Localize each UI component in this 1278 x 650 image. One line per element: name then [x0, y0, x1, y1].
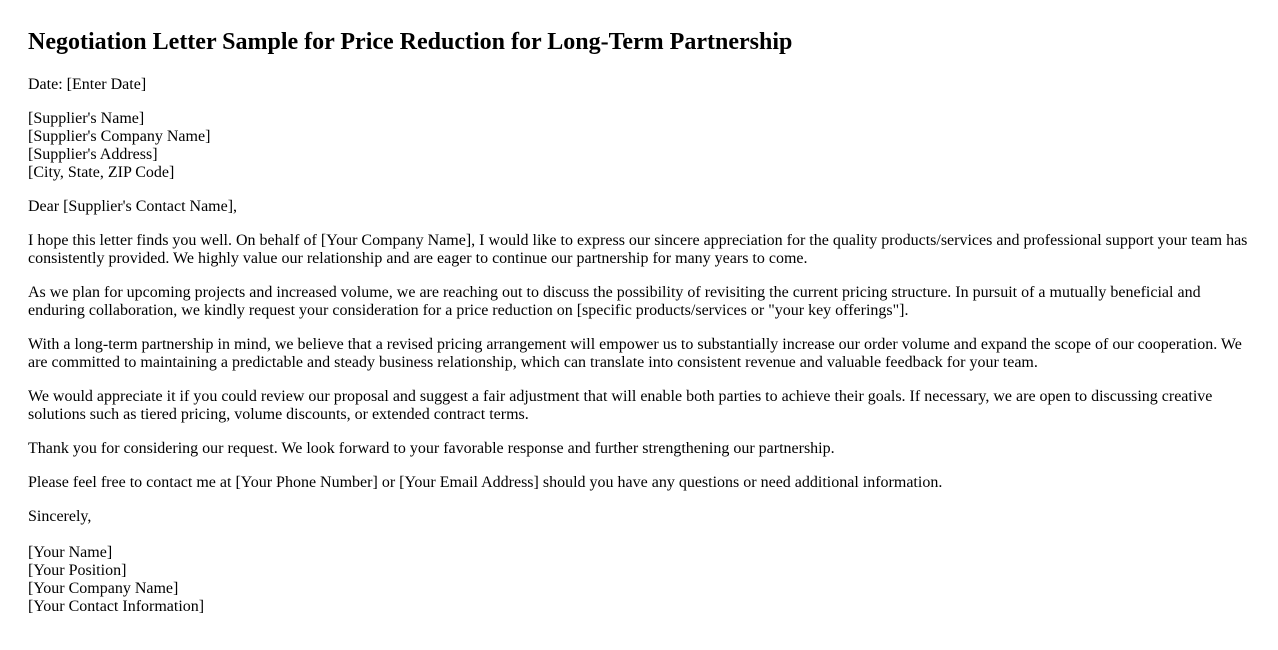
- signature-name: [Your Name]: [28, 544, 113, 561]
- body-paragraph: I hope this letter finds you well. On behalf of [Your Company Name], I would like to express our sincere appreciation for the quality products/services and professional support your team has consistently provided. We highly value our relationship and are eager to continue our partnership for many years to come.: [28, 232, 1248, 267]
- signature-company: [Your Company Name]: [28, 580, 179, 597]
- signature-block: [28, 544, 1250, 616]
- recipient-address: [28, 110, 1250, 182]
- signature-contact: [Your Contact Information]: [28, 598, 205, 615]
- recipient-address-line: [Supplier's Address]: [28, 146, 158, 163]
- body-paragraph: With a long-term partnership in mind, we believe that a revised pricing arrangement will empower us to substantially increase our order volume and expand the scope of our cooperation. We are committed to maintaining a predictable and steady business relationship, which can translate into consistent revenue and valuable feedback for your team.: [28, 336, 1242, 371]
- closing: Sincerely,: [28, 508, 92, 525]
- salutation: Dear [Supplier's Contact Name],: [28, 198, 238, 215]
- signature-position: [Your Position]: [28, 562, 127, 579]
- date-line: Date: [Enter Date]: [28, 76, 147, 93]
- recipient-name: [Supplier's Name]: [28, 110, 145, 127]
- body-paragraph: We would appreciate it if you could review our proposal and suggest a fair adjustment that will enable both parties to achieve their goals. If necessary, we are open to discussing creative solutions such as tiered pricing, volume discounts, or extended contract terms.: [28, 388, 1213, 423]
- recipient-city-state-zip: [City, State, ZIP Code]: [28, 164, 175, 181]
- body-paragraph: Thank you for considering our request. We look forward to your favorable response and further strengthening our partnership.: [28, 440, 835, 457]
- letter-title: Negotiation Letter Sample for Price Reduction for Long-Term Partnership: [28, 29, 793, 55]
- recipient-company: [Supplier's Company Name]: [28, 128, 211, 145]
- body-paragraph: As we plan for upcoming projects and increased volume, we are reaching out to discuss the possibility of revisiting the current pricing structure. In pursuit of a mutually beneficial and enduring collaboration, we kindly request your consideration for a price reduction on [specific products/services or "your key offerings"].: [28, 284, 1201, 319]
- body-paragraph: Please feel free to contact me at [Your Phone Number] or [Your Email Address] should you have any questions or need additional information.: [28, 474, 943, 491]
